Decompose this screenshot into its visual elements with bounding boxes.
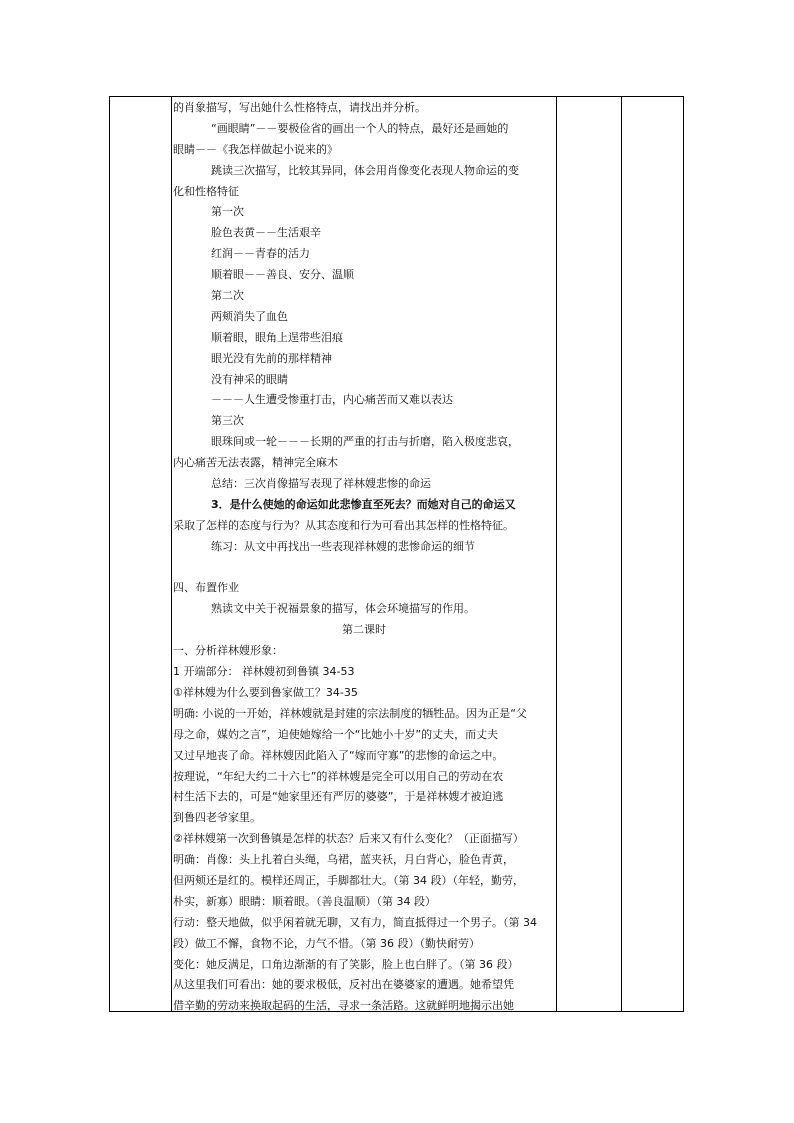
text-line: 朴实，新寡）眼睛：顺着眼。（善良温顺）（第 34 段） bbox=[173, 894, 436, 908]
text-line: “画眼睛”－－要极俭省的画出一个人的特点，最好还是画她的 bbox=[211, 121, 509, 135]
section-heading: 一、分析祥林嫂形象： bbox=[173, 644, 283, 658]
text-line: 内心痛苦无法表露，精神完全麻木 bbox=[173, 456, 338, 470]
text-line: 总结：三次肖像描写表现了祥林嫂悲惨的命运 bbox=[211, 477, 431, 491]
text-line: 但两颊还是红的。模样还周正，手脚都壮大。（第 34 段）（年轻，勤劳， bbox=[173, 873, 524, 887]
text-line: 行动：整天地做，似乎闲着就无聊，又有力，简直抵得过一个男子。（第 34 bbox=[173, 915, 537, 929]
lesson-title: 第二课时 bbox=[342, 623, 386, 637]
text-line: 段）做工不懈，食物不论，力气不惜。（第 36 段）（勤快耐劳） bbox=[173, 936, 480, 950]
text-line: 顺着眼－－善良、安分、温顺 bbox=[211, 268, 354, 282]
text-line: 变化：她反满足，口角边渐渐的有了笑影，脸上也白胖了。（第 36 段） bbox=[173, 957, 519, 971]
text-line: 明确: 小说的一开始，祥林嫂就是封建的宗法制度的牺牲品。因为正是“父 bbox=[173, 706, 527, 720]
text-line: 村生活下去的，可是“她家里还有严厉的婆婆”，于是祥林嫂才被迫逃 bbox=[173, 790, 504, 804]
lesson-content bbox=[173, 98, 555, 1017]
text-line: 第二次 bbox=[211, 289, 244, 303]
column-divider-3 bbox=[621, 97, 622, 1011]
text-line: 按理说，“年纪大约二十六七”的祥林嫂是完全可以用自己的劳动在农 bbox=[173, 769, 504, 783]
text-line: 眼光没有先前的那样精神 bbox=[211, 351, 332, 365]
text-line: 眼睛－－《我怎样做起小说来的》 bbox=[173, 142, 338, 156]
text-line: 两颊消失了血色 bbox=[211, 309, 288, 323]
text-line: 采取了怎样的态度与行为？从其态度和行为可看出其怎样的性格特征。 bbox=[173, 518, 514, 532]
column-divider-2 bbox=[556, 97, 557, 1011]
text-line: 第三次 bbox=[211, 414, 244, 428]
text-line: 的肖象描写，写出她什么性格特点，请找出并分析。 bbox=[173, 101, 426, 114]
text-line: 母之命，媒妁之言”，迫使她嫁给一个“比她小十岁”的丈夫，而丈夫 bbox=[173, 727, 499, 741]
text-line: 1 开端部分： 祥林嫂初到鲁镇 34-53 bbox=[173, 665, 355, 679]
text-line: 跳读三次描写，比较其异同，体会用肖像变化表现人物命运的变 bbox=[211, 163, 519, 177]
text-line: ①祥林嫂为什么要到鲁家做工？34-35 bbox=[173, 685, 358, 699]
text-line: 没有神采的眼睛 bbox=[211, 372, 288, 386]
text-line: －－－人生遭受惨重打击，内心痛苦而又难以表达 bbox=[211, 393, 453, 407]
text-line: ②祥林嫂第一次到鲁镇是怎样的状态？后来又有什么变化？（正面描写） bbox=[173, 832, 524, 846]
text-line: 明确：肖像：头上扎着白头绳，乌裙，蓝夹袄，月白背心，脸色青黄， bbox=[173, 853, 514, 867]
text-line: 到鲁四老爷家里。 bbox=[173, 811, 261, 825]
text-line: 又过早地丧了命。祥林嫂因此陷入了“嫁而守寡”的悲惨的命运之中。 bbox=[173, 748, 504, 762]
text-line: 熟读文中关于祝福景象的描写，体会环境描写的作用。 bbox=[211, 602, 475, 616]
text-line: 借辛勤的劳动来换取起码的生活，寻求一条活路。这就鲜明地揭示出她 bbox=[173, 999, 514, 1013]
text-line: 化和性格特征 bbox=[173, 184, 239, 198]
text-line: 3．是什么使她的命运如此悲惨直至死去？而她对自己的命运又 bbox=[211, 497, 516, 511]
text-line: 眼珠间或一轮－－－长期的严重的打击与折磨，陷入极度悲哀， bbox=[211, 435, 519, 449]
text-line: 从这里我们可看出：她的要求极低，反衬出在婆婆家的遭遇。她希望凭 bbox=[173, 978, 514, 992]
text-line: 脸色表黄－－生活艰辛 bbox=[211, 226, 321, 240]
text-line: 练习：从文中再找出一些表现祥林嫂的悲惨命运的细节 bbox=[211, 539, 475, 553]
column-divider-1 bbox=[171, 97, 172, 1011]
blank-line bbox=[173, 558, 555, 579]
section-heading: 四、布置作业 bbox=[173, 581, 239, 595]
text-line: 红润－－青春的活力 bbox=[211, 247, 310, 261]
text-line: 第一次 bbox=[211, 205, 244, 219]
text-line: 顺着眼，眼角上逞带些泪痕 bbox=[211, 330, 343, 344]
